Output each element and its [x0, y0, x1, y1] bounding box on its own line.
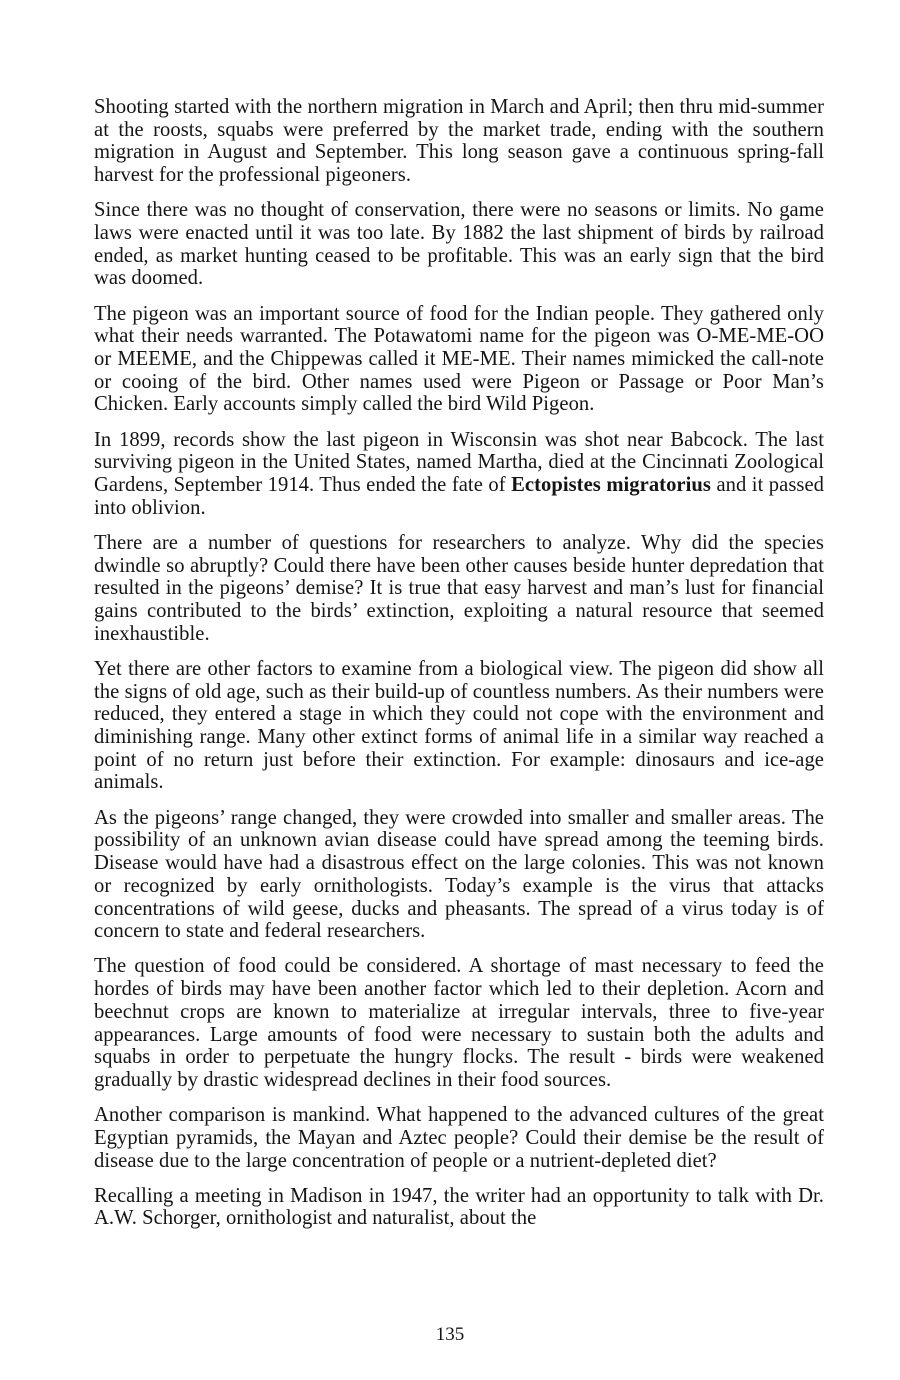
paragraph-mankind-comparison: Another comparison is mankind. What happened to the advanced cultures of the great Egyptian pyramids, the Mayan and Aztec people? Could their demise be the result of disease due to the large concentration of people or a nutrient-depleted diet? [94, 1104, 824, 1172]
paragraph-migration-harvest: Shooting started with the northern migration in March and April; then thru mid-summer at the roosts, squabs were preferred by the market trade, ending with the southern migration in August and September. This long season gave a continuous spring-fall harvest for the professional pigeoners. [94, 96, 824, 187]
paragraph-biological-factors: Yet there are other factors to examine from a biological view. The pigeon did show all the signs of old age, such as their build-up of countless numbers. As their numbers were reduced, they entered a stage in which they could not cope with the environment and diminishing range. Many other extinct forms of animal life in a similar way reached a point of no return just before their extinction. For example: dinosaurs and ice-age animals. [94, 657, 824, 794]
paragraph-research-questions: There are a number of questions for researchers to analyze. Why did the species dwindle so abruptly? Could there have been other causes beside hunter depredation that resulted in the pigeons’ demise? It is true that easy harvest and man’s lust for financial gains contributed to the birds’ extinction, exploiting a natural resource that seemed inexhaustible. [94, 531, 824, 645]
paragraph-food-shortage: The question of food could be considered. A shortage of mast necessary to feed the hordes of birds may have been another factor which led to their depletion. Acorn and beechnut crops are known to materialize at irregular intervals, three to five-year appearances. Large amounts of food were necessary to sustain both the adults and squabs in order to perpetuate the hungry flocks. The result - birds were weakened gradually by drastic widespread declines in their food sources. [94, 955, 824, 1091]
paragraph-madison-meeting: Recalling a meeting in Madison in 1947, the writer had an opportunity to talk with Dr. A.W. Schorger, ornithologist and naturalist, about the [94, 1184, 824, 1230]
last-pigeon-text-before: In 1899, records show the last pigeon in Wisconsin was shot near Babcock. The last surviving pigeon in the United States, named Martha, died at the Cincinnati Zoological Gardens, September 1914. Thus ended the fate of [94, 428, 824, 497]
body-text [94, 96, 824, 1243]
paragraph-disease: As the pigeons’ range changed, they were crowded into smaller and smaller areas. The possibility of an unknown avian disease could have spread among the teeming birds. Disease would have had a disastrous effect on the large colonies. This was not known or recognized by early ornithologists. Today’s example is the virus that attacks concentrations of wild geese, ducks and pheasants. The spread of a virus today is of concern to state and federal researchers. [94, 806, 824, 943]
paragraph-conservation-limits: Since there was no thought of conservation, there were no seasons or limits. No game laws were enacted until it was too late. By 1882 the last shipment of birds by railroad ended, as market hunting ceased to be profitable. This was an early sign that the bird was doomed. [94, 199, 824, 290]
page-number: 135 [435, 1324, 465, 1345]
species-name: Ectopistes migratorius [511, 474, 711, 497]
last-pigeon-text-after: and it passed into oblivion. [94, 474, 825, 519]
paragraph-indian-names: The pigeon was an important source of food for the Indian people. They gathered only what their needs warranted. The Potawatomi name for the pigeon was O-ME-ME-OO or MEEME, and the Chippewas called it ME-ME. Their names mimicked the call-note or cooing of the bird. Other names used were Pigeon or Passage or Poor Man’s Chicken. Early accounts simply called the bird Wild Pigeon. [94, 302, 824, 416]
paragraph-last-pigeon [94, 429, 824, 520]
